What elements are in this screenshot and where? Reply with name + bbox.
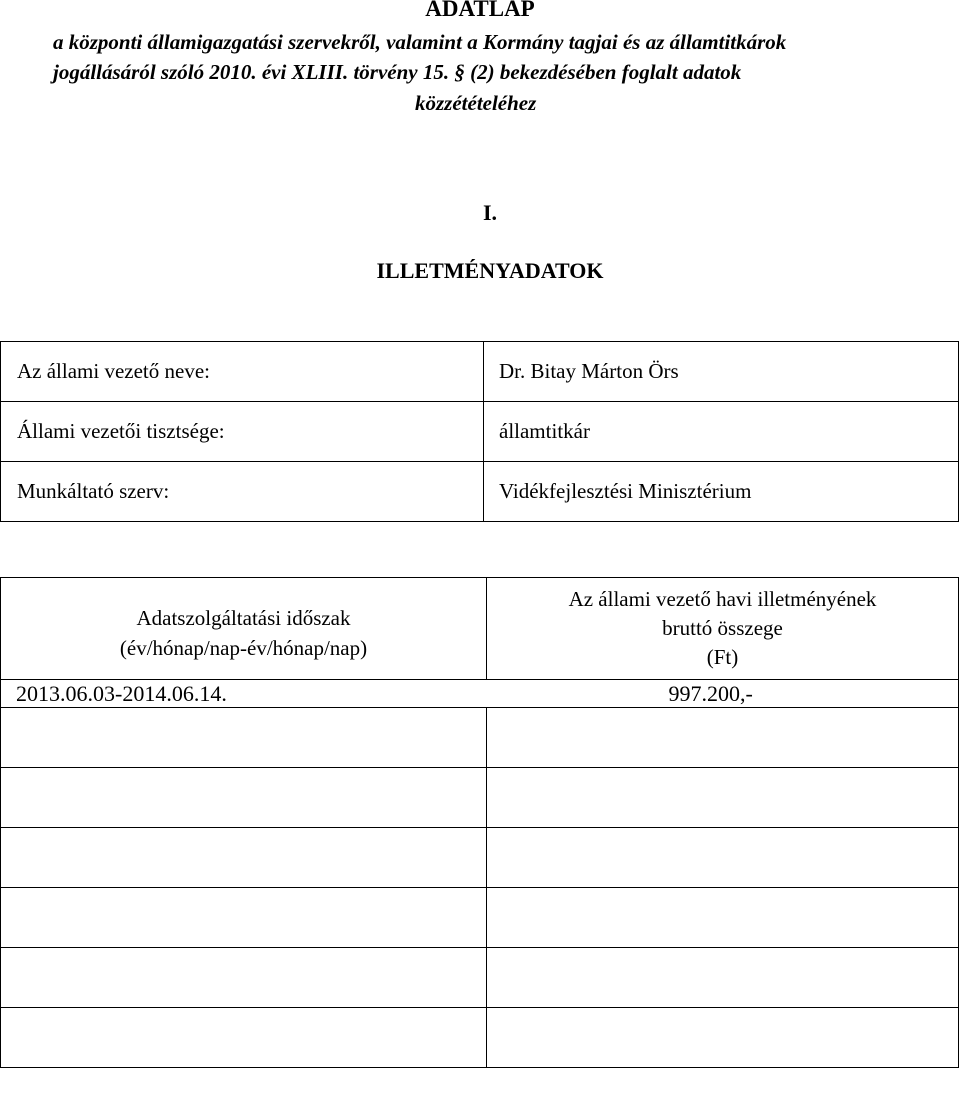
empty-cell [487,1008,959,1068]
empty-cell [487,708,959,768]
info-value: Vidékfejlesztési Minisztérium [484,462,959,522]
amount-cell: 997.200,- [487,680,959,708]
section-number: I. [482,200,498,225]
table-row-empty [1,1008,959,1068]
amount-header-line-1: Az állami vezető havi illetményének [568,587,877,611]
info-row-employer [1,462,959,522]
info-table [0,341,959,522]
salary-header-row [1,578,959,680]
table-row-empty [1,948,959,1008]
empty-cell [1,708,487,768]
info-label: Munkáltató szerv: [1,462,484,522]
section-title: ILLETMÉNYADATOK [376,258,604,283]
info-row-name [1,342,959,402]
period-cell: 2013.06.03-2014.06.14. [1,680,487,708]
empty-cell [1,948,487,1008]
info-label: Állami vezetői tisztsége: [1,402,484,462]
page-title: ADATLAP [425,0,535,21]
info-value: Dr. Bitay Márton Örs [484,342,959,402]
empty-cell [487,888,959,948]
table-row [1,680,959,708]
empty-cell [1,888,487,948]
empty-cell [487,948,959,1008]
amount-column-header [487,578,959,680]
subtitle-line-2: jogállásáról szóló 2010. évi XLIII. törvény 15. § (2) bekezdésében foglalt adatok [53,60,742,84]
period-header-line-2: (év/hónap/nap-év/hónap/nap) [119,635,368,660]
period-header-line-1: Adatszolgáltatási időszak [136,605,351,630]
table-row-empty [1,768,959,828]
empty-cell [487,828,959,888]
empty-cell [1,768,487,828]
amount-header-line-3: (Ft) [706,645,739,669]
subtitle-line-3: közzétételéhez [415,91,537,115]
amount-header-line-2: bruttó összege [662,616,783,640]
period-column-header [1,578,487,680]
info-row-position [1,402,959,462]
subtitle-line-1: a központi államigazgatási szervekről, valamint a Kormány tagjai és az államtitkárok [53,30,787,54]
empty-cell [1,828,487,888]
info-value: államtitkár [484,402,959,462]
table-row-empty [1,888,959,948]
empty-cell [1,1008,487,1068]
info-label: Az állami vezető neve: [1,342,484,402]
table-row-empty [1,708,959,768]
empty-cell [487,768,959,828]
salary-table [0,577,959,1068]
table-row-empty [1,828,959,888]
